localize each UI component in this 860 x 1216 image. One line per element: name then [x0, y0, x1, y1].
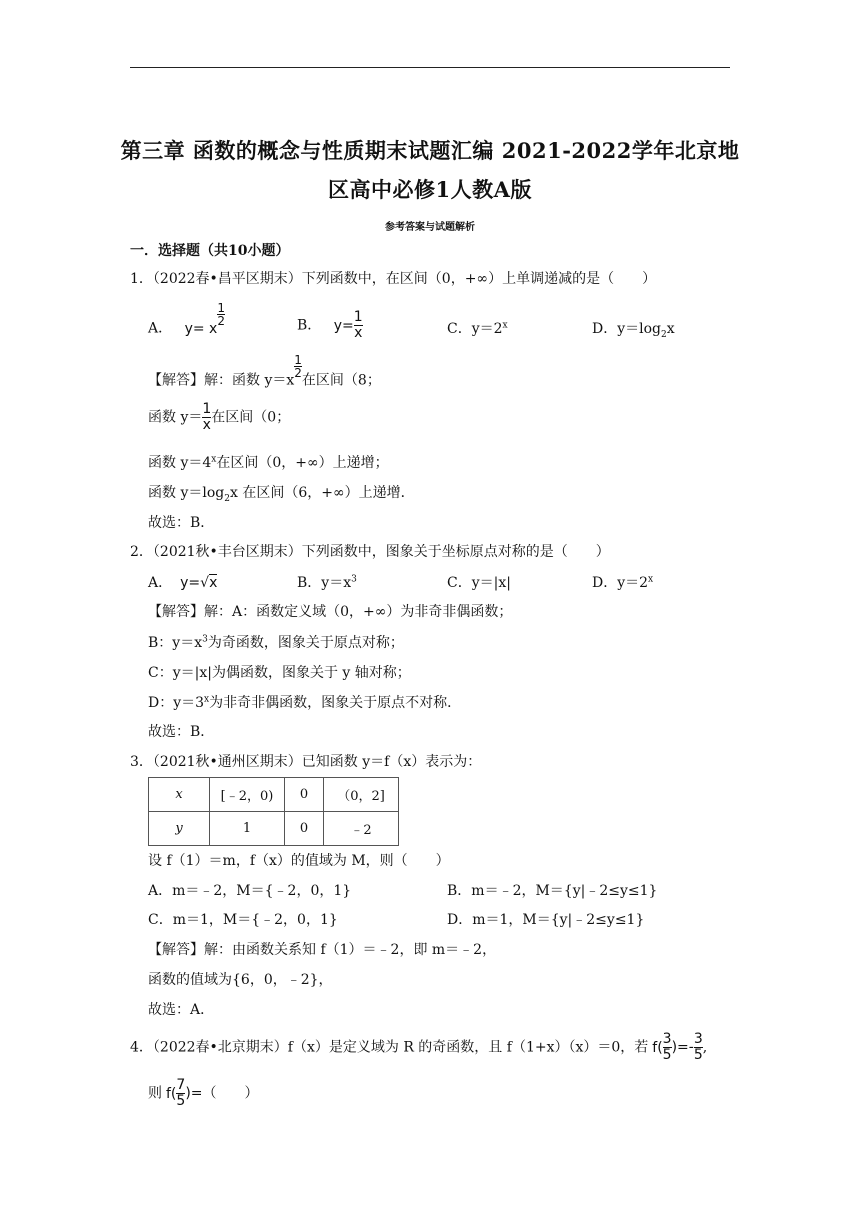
table-cell: ﹣2 — [324, 812, 399, 846]
q2-answer-line2: B：$y=x^3$为奇函数，图象关于原点对称； — [148, 634, 404, 651]
table-cell: （0，2] — [324, 778, 399, 812]
q2-stem: 2．（2021秋•丰台区期末）下列函数中，图象关于坐标原点对称的是（ ） — [130, 544, 610, 560]
q1-option-b: B． y= $\frac{1}{x}$ — [297, 309, 363, 341]
table-cell: y — [149, 812, 210, 846]
q3-option-c: C．m＝1，M＝{﹣2，0，1} — [148, 912, 338, 928]
doc-subtitle: 参考答案与试题解析 — [385, 222, 475, 233]
table-cell: 0 — [285, 812, 324, 846]
q1-answer-line1: 【解答】解：函数 y＝x $\frac{1}{2}$ 在区间（8； — [148, 353, 381, 389]
q3-answer-line2: 函数的值域为{6，0，﹣2}， — [148, 972, 333, 988]
q2-answer-line1: 【解答】解：A：函数定义域（0，+∞）为非奇非偶函数； — [148, 604, 513, 620]
q3-answer-line3: 故选：A． — [148, 1002, 215, 1018]
q2-answer-line3: C：y＝|x|为偶函数，图象关于 y 轴对称； — [148, 665, 411, 681]
q1-answer-line3: 函数 $y=4^x$在区间（0，+∞）上递增； — [148, 454, 389, 471]
q2-option-c: C．y＝|x| — [447, 575, 511, 591]
q3-option-a: A．m＝﹣2，M＝{﹣2，0，1} — [148, 883, 352, 899]
table-cell: x — [149, 778, 210, 812]
q3-answer-line1: 【解答】解：由函数关系知 f（1）＝﹣2，即 m＝﹣2， — [148, 942, 497, 958]
q1-option-d: D．$y=\log_2x$ — [592, 321, 675, 340]
q4-stem-line2: 则 f( $\frac{7}{5}$ )=（ ） — [148, 1077, 259, 1109]
table-cell: [﹣2，0) — [210, 778, 285, 812]
header-rule — [130, 67, 730, 68]
q3-option-b: B．m＝﹣2，M＝{y|﹣2≤y≤1} — [447, 883, 658, 899]
table-cell: 0 — [285, 778, 324, 812]
q1-answer-line5: 故选：B． — [148, 515, 215, 531]
q1-option-a: A． y= x $\frac{1}{2}$ — [148, 301, 225, 337]
q1-answer-line2: 函数 y＝ $\frac{1}{x}$ 在区间（0； — [148, 401, 291, 433]
table-row — [149, 812, 399, 846]
q3-value-table — [148, 777, 399, 846]
q1-answer-line4: 函数 $y=\log_2x$ 在区间（6，+∞）上递增． — [148, 485, 415, 504]
q2-option-b: B．$y=x^3$ — [297, 574, 357, 591]
q3-stem: 3．（2021秋•通州区期末）已知函数 y＝f（x）表示为： — [130, 754, 482, 770]
doc-title-line2: 区高中必修1人教A版 — [328, 177, 532, 202]
q2-option-a: A． y=√x — [148, 575, 218, 591]
q2-option-d: D．$y=2^x$ — [592, 574, 654, 591]
q4-stem: 4．（2022春•北京期末）f（x）是定义域为 R 的奇函数，且 f（1+x）（x）＝0，若 f( $\frac{3}{5}$ )=- $\frac{3}{5}$ , — [130, 1031, 708, 1063]
table-row — [149, 778, 399, 812]
q1-option-c: C．$y=2^x$ — [447, 320, 508, 337]
q3-option-d: D．m＝1，M＝{y|﹣2≤y≤1} — [447, 912, 645, 928]
section-heading: 一．选择题（共10小题） — [130, 243, 290, 259]
q3-condition: 设 f（1）＝m，f（x）的值域为 M，则（ ） — [148, 853, 450, 869]
doc-title-line1: 第三章 函数的概念与性质期末试题汇编 2021-2022学年北京地 — [120, 138, 740, 163]
q1-stem: 1．（2022春•昌平区期末）下列函数中，在区间（0，+∞）上单调递减的是（ ） — [130, 271, 657, 287]
table-cell: 1 — [210, 812, 285, 846]
q2-answer-line4: D：$y=3^x$为非奇非偶函数，图象关于原点不对称． — [148, 694, 462, 711]
q2-answer-line5: 故选：B． — [148, 724, 215, 740]
